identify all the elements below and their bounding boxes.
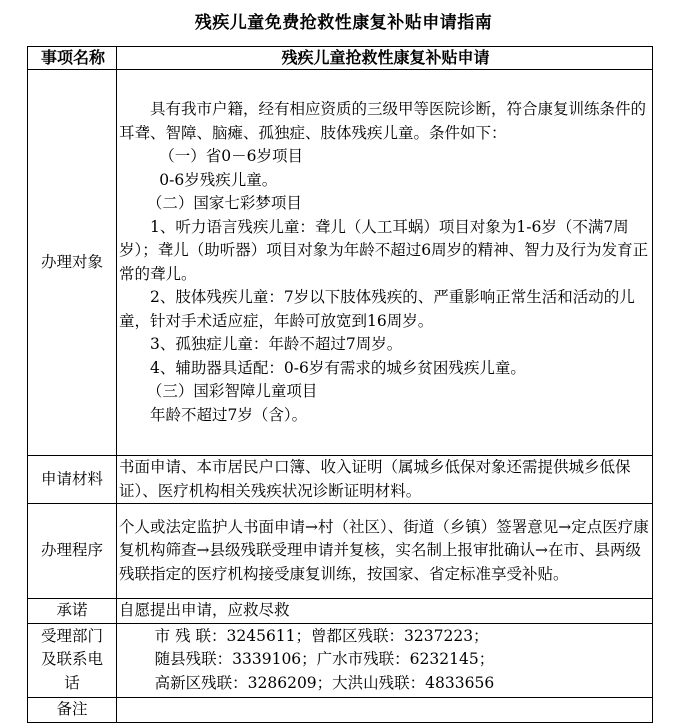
row-promise: [28, 599, 653, 624]
header-item-value: 残疾儿童抢救性康复补贴申请: [117, 47, 653, 70]
target-item-3-heading: （三）国彩智障儿童项目: [146, 382, 318, 400]
row-procedure: [28, 504, 653, 599]
label-promise: 承诺: [28, 599, 117, 624]
content-materials: 书面申请、本市居民户口簿、收入证明（属城乡低保对象还需提供城乡低保证）、医疗机构相关残疾状况诊断证明材料。: [117, 456, 653, 504]
document-title: 残疾儿童免费抢救性康复补贴申请指南: [194, 13, 493, 33]
target-item-1-heading: （一）省0－6岁项目: [159, 147, 304, 165]
target-item-2-sub-2: 2、肢体残疾儿童：7岁以下肢体残疾的、严重影响正常生活和活动的儿童，针对手术适应症，年龄可放宽到16周岁。: [119, 288, 635, 330]
row-materials: [28, 456, 653, 504]
row-target: [28, 70, 653, 456]
guide-table: [27, 46, 653, 723]
label-materials: 申请材料: [28, 456, 117, 504]
contact-line-1: 市 残 联：3245611；曾都区残联：3237223；: [154, 626, 489, 645]
contact-line-3: 高新区残联：3286209；大洪山残联：4833656: [154, 673, 495, 692]
label-contact-line-3: 话: [64, 673, 80, 692]
header-item-name: 事项名称: [28, 47, 117, 70]
content-target: [117, 70, 653, 456]
content-procedure: 个人或法定监护人书面申请→村（社区）、街道（乡镇）签署意见→定点医疗康复机构筛查→县级残联受理申请并复核，实名制上报审批确认→在市、县两级残联指定的医疗机构接受康复训练，按国家、省定标准享受补贴。: [117, 504, 653, 599]
target-intro: 具有我市户籍，经有相应资质的三级甲等医院诊断，符合康复训练条件的耳聋、智障、脑瘫、孤独症、肢体残疾儿童。条件如下：: [119, 100, 647, 142]
target-item-2-sub-4: 4、辅助器具适配：0-6岁有需求的城乡贫困残疾儿童。: [150, 358, 526, 377]
contact-line-2: 随县残联：3339106；广水市残联：6232145；: [154, 650, 495, 669]
label-procedure: 办理程序: [28, 504, 117, 599]
target-item-2-heading: （二）国家七彩梦项目: [146, 194, 302, 212]
label-target: 办理对象: [28, 70, 117, 456]
content-promise: 自愿提出申请，应救尽救: [117, 599, 653, 624]
target-item-2-sub-1: 1、听力语言残疾儿童：聋儿（人工耳蜗）项目对象为1-6岁（不满7周岁）；聋儿（助听器）项目对象为年龄不超过6周岁的精神、智力及行为发育正常的聋儿。: [119, 217, 649, 283]
label-contact: [28, 623, 117, 697]
row-contact: [28, 623, 653, 697]
target-item-2-sub-3: 3、孤独症儿童：年龄不超过7周岁。: [150, 335, 403, 353]
row-remark: [28, 697, 653, 722]
content-contact: [117, 623, 653, 697]
content-remark: [117, 697, 653, 722]
label-contact-line-2: 及联系电: [40, 650, 103, 669]
label-remark: 备注: [28, 697, 117, 722]
label-contact-line-1: 受理部门: [40, 626, 103, 645]
header-row: [28, 47, 653, 70]
target-item-3-text: 年龄不超过7岁（含）。: [150, 405, 308, 424]
target-item-1-text: 0-6岁残疾儿童。: [159, 170, 278, 189]
